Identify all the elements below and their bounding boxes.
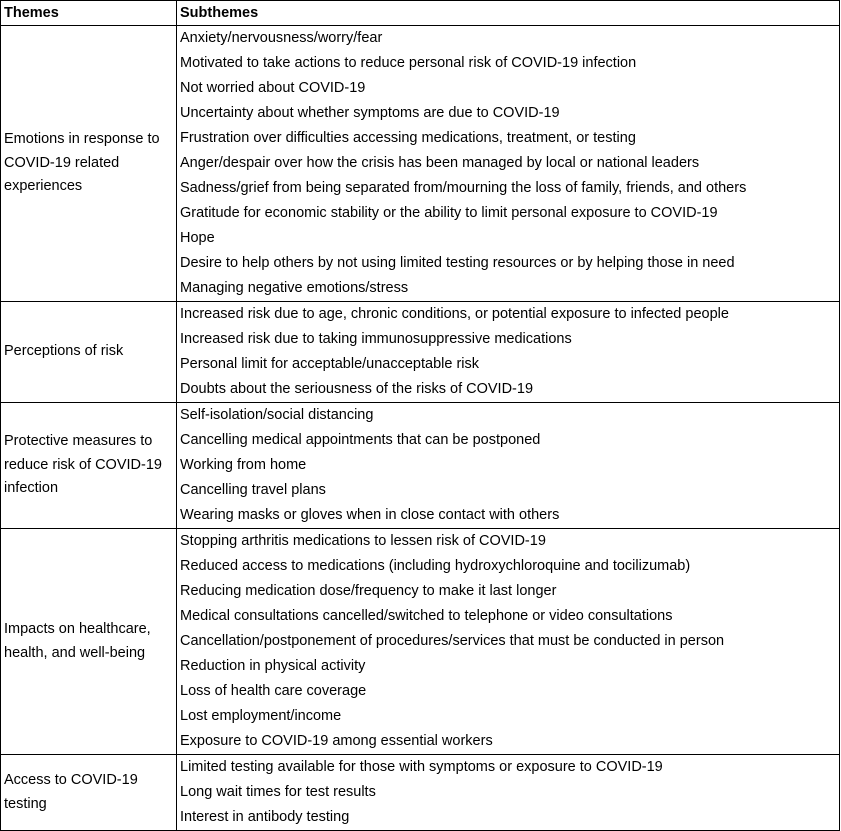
- subtheme-item: Managing negative emotions/stress: [180, 280, 409, 296]
- subtheme-item: Reduced access to medications (including hydroxychloroquine and tocilizumab): [180, 558, 691, 574]
- subthemes-cell: [177, 26, 840, 302]
- subtheme-item: Long wait times for test results: [180, 784, 376, 800]
- subtheme-item: Anxiety/nervousness/worry/fear: [180, 30, 383, 46]
- subthemes-cell: [177, 302, 840, 403]
- subthemes-cell: [177, 529, 840, 755]
- subtheme-item: Limited testing available for those with symptoms or exposure to COVID-19: [180, 759, 663, 775]
- table-row: [1, 755, 840, 831]
- subtheme-item: Working from home: [180, 457, 307, 473]
- subtheme-item: Exposure to COVID-19 among essential workers: [180, 733, 493, 749]
- subtheme-item: Doubts about the seriousness of the risks of COVID-19: [180, 381, 534, 397]
- subtheme-item: Not worried about COVID-19: [180, 80, 366, 96]
- subtheme-item: Self-isolation/social distancing: [180, 407, 374, 423]
- subtheme-item: Desire to help others by not using limited testing resources or by helping those in need: [180, 255, 735, 271]
- column-header-subthemes: Subthemes: [177, 1, 840, 26]
- theme-cell: Access to COVID-19 testing: [1, 755, 177, 831]
- subtheme-item: Frustration over difficulties accessing medications, treatment, or testing: [180, 130, 636, 146]
- subtheme-item: Uncertainty about whether symptoms are due to COVID-19: [180, 105, 560, 121]
- theme-cell: Emotions in response to COVID-19 related experiences: [1, 26, 177, 302]
- subtheme-item: Gratitude for economic stability or the ability to limit personal exposure to COVID-19: [180, 205, 718, 221]
- theme-cell: Perceptions of risk: [1, 302, 177, 403]
- subtheme-item: Increased risk due to taking immunosuppressive medications: [180, 331, 572, 347]
- subtheme-item: Interest in antibody testing: [180, 809, 350, 825]
- subtheme-item: Loss of health care coverage: [180, 683, 367, 699]
- subtheme-item: Reduction in physical activity: [180, 658, 366, 674]
- subtheme-item: Motivated to take actions to reduce personal risk of COVID-19 infection: [180, 55, 637, 71]
- subtheme-item: Hope: [180, 230, 215, 246]
- table-row: [1, 302, 840, 403]
- subthemes-cell: [177, 755, 840, 831]
- table-row: [1, 26, 840, 302]
- table-row: [1, 529, 840, 755]
- subtheme-item: Reducing medication dose/frequency to make it last longer: [180, 583, 557, 599]
- subthemes-cell: [177, 403, 840, 529]
- table-row: [1, 403, 840, 529]
- subtheme-item: Increased risk due to age, chronic conditions, or potential exposure to infected people: [180, 306, 729, 322]
- table-header-row: [1, 1, 840, 26]
- subtheme-item: Anger/despair over how the crisis has been managed by local or national leaders: [180, 155, 700, 171]
- theme-cell: Impacts on healthcare, health, and well-being: [1, 529, 177, 755]
- subtheme-item: Personal limit for acceptable/unacceptable risk: [180, 356, 480, 372]
- subtheme-item: Stopping arthritis medications to lessen risk of COVID-19: [180, 533, 546, 549]
- subtheme-item: Cancelling medical appointments that can be postponed: [180, 432, 541, 448]
- subtheme-item: Lost employment/income: [180, 708, 342, 724]
- subtheme-item: Wearing masks or gloves when in close contact with others: [180, 507, 560, 523]
- table-body: [1, 26, 840, 831]
- subtheme-item: Sadness/grief from being separated from/mourning the loss of family, friends, and others: [180, 180, 747, 196]
- column-header-themes: Themes: [1, 1, 177, 26]
- theme-cell: Protective measures to reduce risk of COVID-19 infection: [1, 403, 177, 529]
- subtheme-item: Cancelling travel plans: [180, 482, 326, 498]
- subtheme-item: Cancellation/postponement of procedures/services that must be conducted in person: [180, 633, 725, 649]
- subtheme-item: Medical consultations cancelled/switched to telephone or video consultations: [180, 608, 673, 624]
